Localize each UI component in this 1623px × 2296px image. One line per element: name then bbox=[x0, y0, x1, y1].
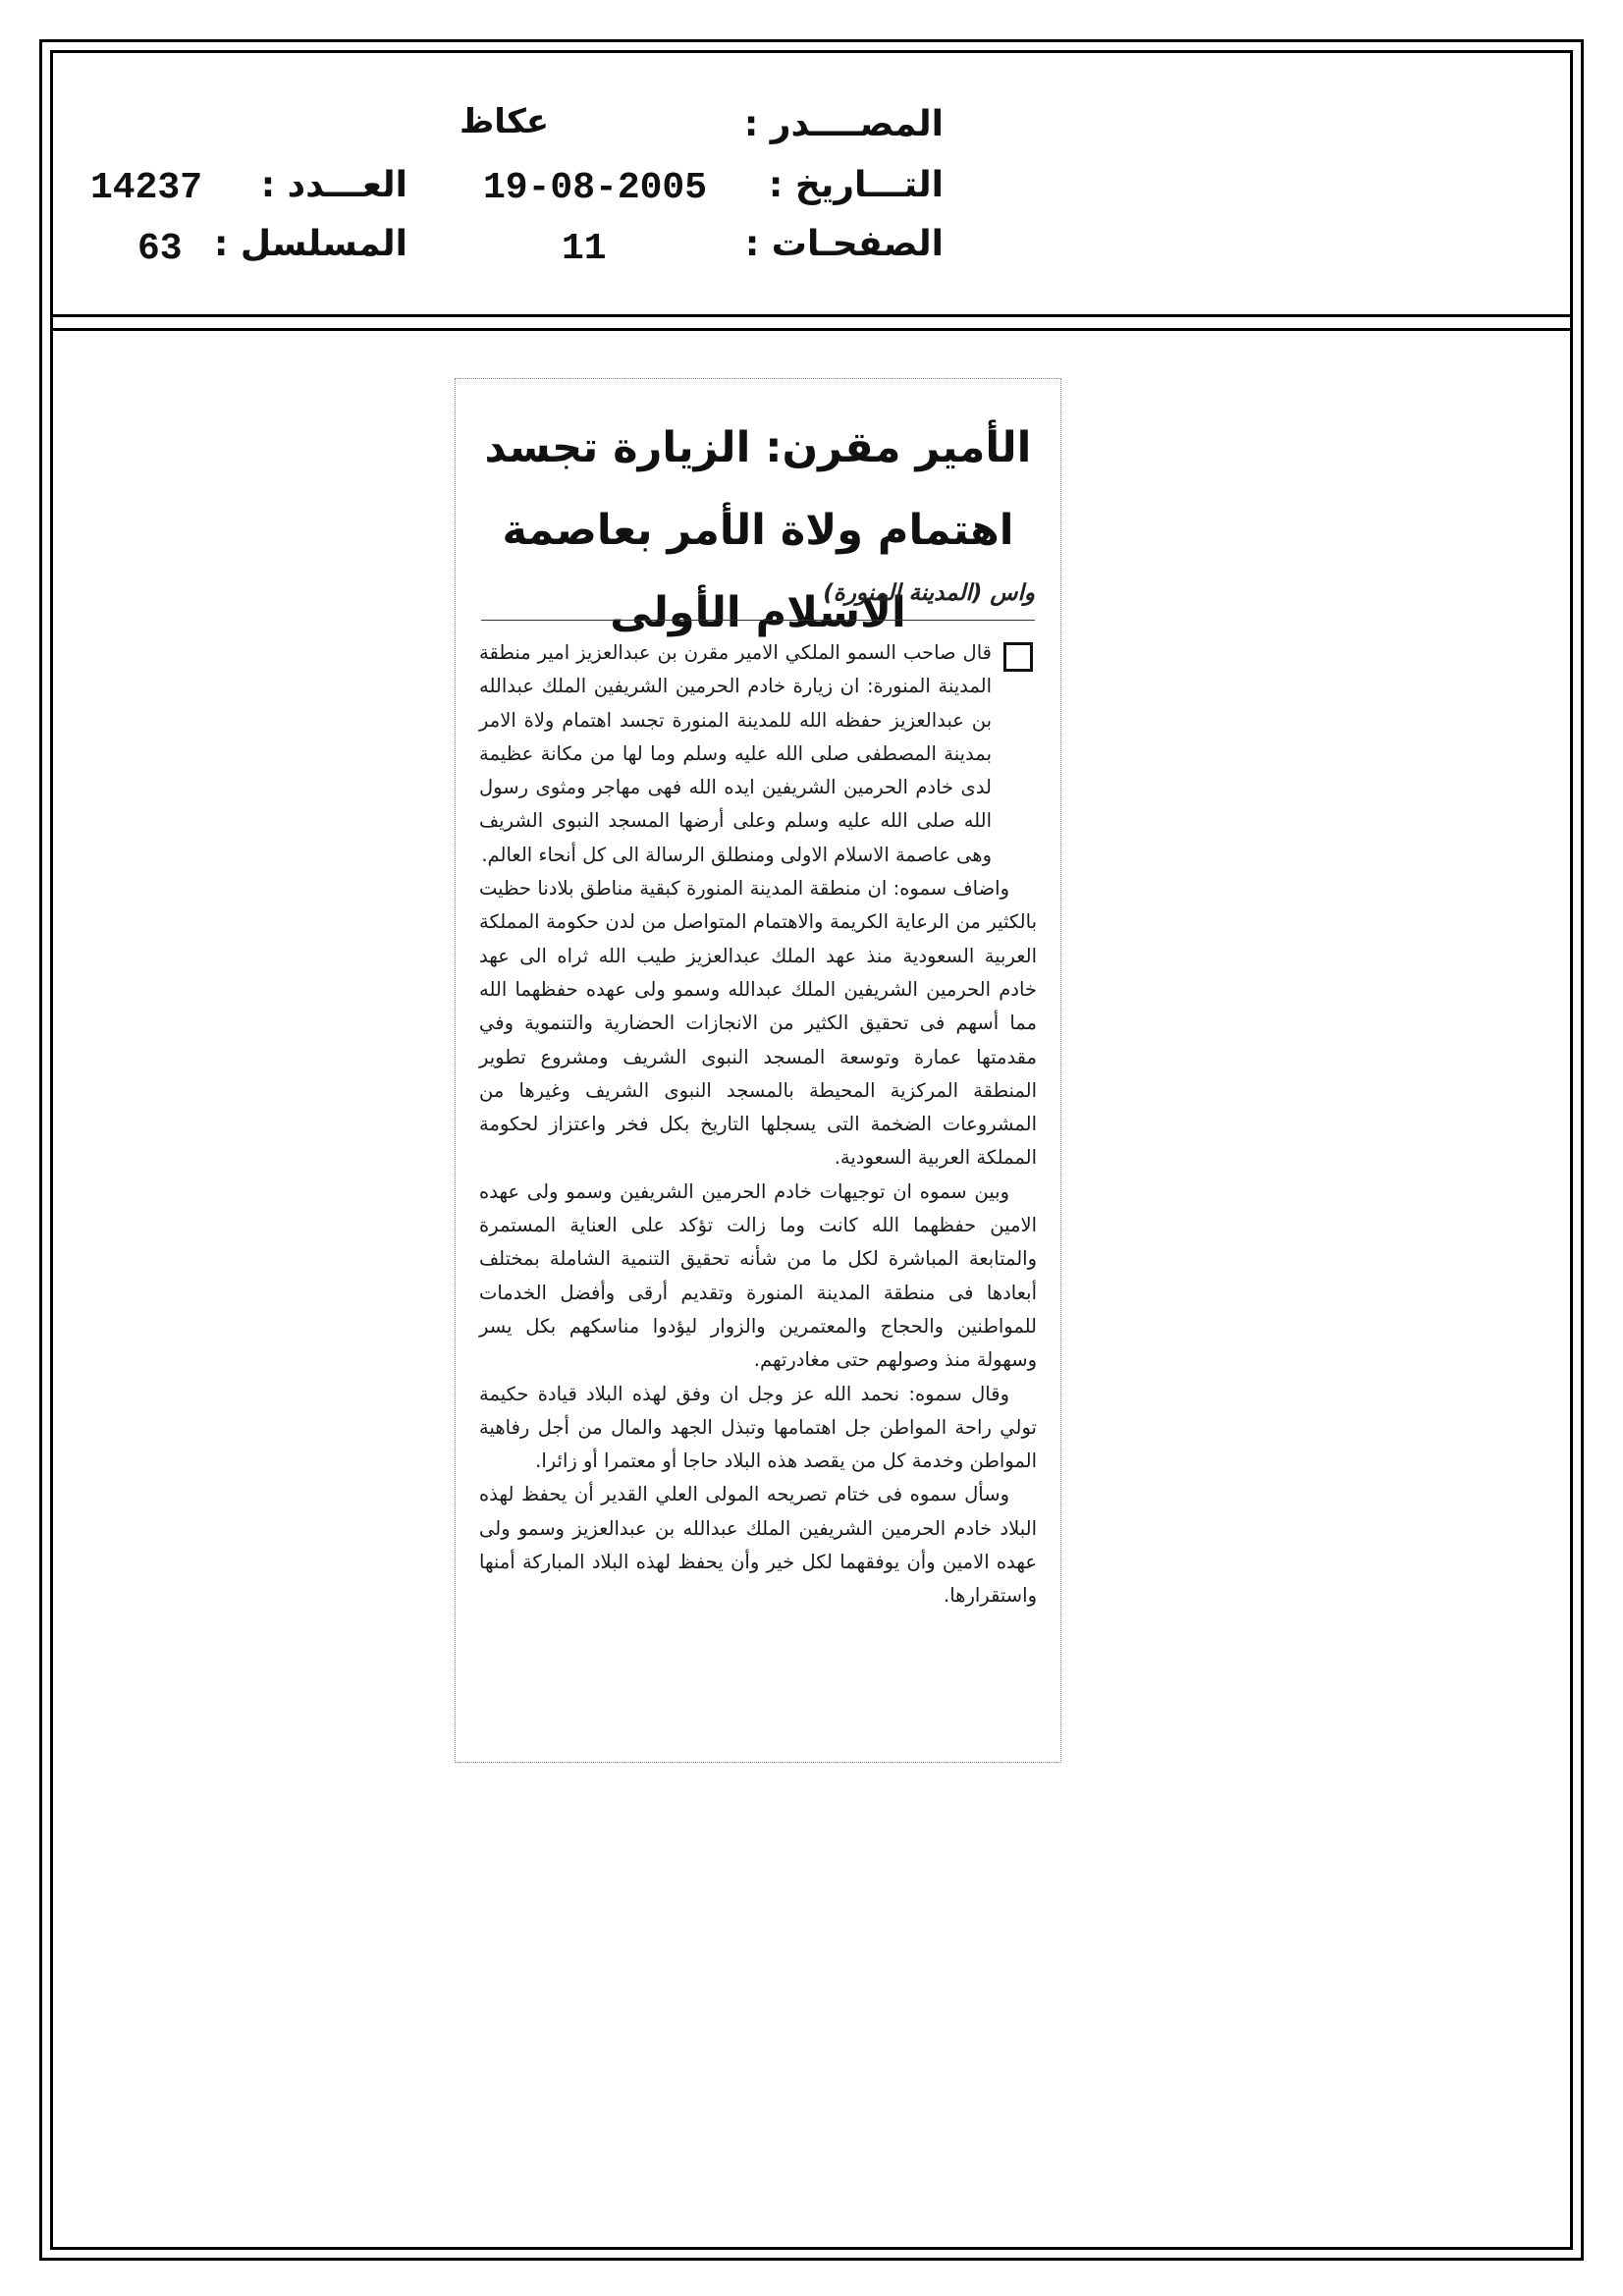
issue-value: 14237 bbox=[90, 167, 203, 209]
article-body bbox=[479, 636, 1037, 1613]
article-source: واس (المدينة المنورة) bbox=[823, 580, 1035, 606]
source-divider bbox=[481, 620, 1035, 621]
news-clipping bbox=[455, 378, 1061, 1763]
article-paragraph: وقال سموه: نحمد الله عز وجل ان وفق لهذه البلاد قيادة حكيمة تولي راحة المواطن جل اهتمامها وتبذل الجهد والمال من أجل رفاهية المواطن وخدمة كل من يقصد هذه البلاد حاجا أو معتمرا أو زائرا. bbox=[479, 1382, 1037, 1473]
pages-label: الصفحـات : bbox=[744, 224, 944, 264]
pages-value: 11 bbox=[562, 228, 607, 270]
date-label: التـــاريخ : bbox=[768, 165, 944, 205]
header-divider-top bbox=[50, 314, 1573, 317]
issue-label: العـــدد : bbox=[260, 165, 407, 205]
date-value: 19-08-2005 bbox=[483, 167, 708, 209]
serial-label: المسلسل : bbox=[213, 224, 407, 264]
article-paragraph: واضاف سموه: ان منطقة المدينة المنورة كبقية مناطق بلادنا حظيت بالكثير من الرعاية الكريمة والاهتمام المتواصل من لدن حكومة المملكة العربية السعودية منذ عهد الملك عبدالعزيز طيب الله ثراه الى عهد خادم الحرمين الشريفين الملك عبدالله وسمو ولى عهده حفظهما الله مما أسهم فى تحقيق الكثير من الانجازات الحضارية والتنموية وفي مقدمتها عمارة وتوسعة المسجد النبوى الشريف ومشروع تطوير المنطقة المركزية المحيطة بالمسجد النبوى الشريف وغيرها من المشروعات الضخمة التى يسجلها التاريخ بكل فخر واعتزاز لحكومة المملكة العربية السعودية. bbox=[479, 877, 1037, 1170]
serial-value: 63 bbox=[137, 228, 183, 270]
source-label: المصــــدر : bbox=[743, 104, 944, 144]
header-divider-bottom bbox=[50, 328, 1573, 331]
article-paragraph: وبين سموه ان توجيهات خادم الحرمين الشريفين وسمو ولى عهده الامين حفظهما الله كانت وما زالت تؤكد على العناية المستمرة والمتابعة المباشرة لكل ما من شأنه تحقيق التنمية الشاملة بمختلف أبعادها فى منطقة المدينة المنورة وتقديم أرقى وأفضل الخدمات للمواطنين والحجاج والمعتمرين والزوار ليؤدوا مناسكهم بكل يسر وسهولة منذ وصولهم حتى مغادرتهم. bbox=[479, 1179, 1037, 1372]
article-paragraph: قال صاحب السمو الملكي الامير مقرن بن عبدالعزيز امير منطقة المدينة المنورة: ان زيارة خادم الحرمين الشريفين الملك عبدالله بن عبدالعزيز حفظه الله للمدينة المنورة تجسد اهتمام ولاة الامر بمدينة المصطفى صلى الله عليه وسلم وما لها من مكانة عظيمة لدى خادم الحرمين الشريفين ايده الله فهى مهاجر ومثوى رسول الله صلى الله عليه وسلم وعلى أرضها المسجد النبوى الشريف وهى عاصمة الاسلام الاولى ومنطلق الرسالة الى كل أنحاء العالم. bbox=[479, 641, 992, 866]
article-paragraph: وسأل سموه فى ختام تصريحه المولى العلي القدير أن يحفظ لهذه البلاد خادم الحرمين الشريفين الملك عبدالله بن عبدالعزيز وسمو ولى عهده الامين وأن يوفقهما لكل خير وأن يحفظ لهذه البلاد المباركة أمنها واستقرارها. bbox=[479, 1483, 1037, 1608]
source-value: عكاظ bbox=[460, 102, 550, 141]
article-headline: الأمير مقرن: الزيارة تجسد اهتمام ولاة الأمر بعاصمة الاسلام الأولى bbox=[484, 423, 1032, 637]
